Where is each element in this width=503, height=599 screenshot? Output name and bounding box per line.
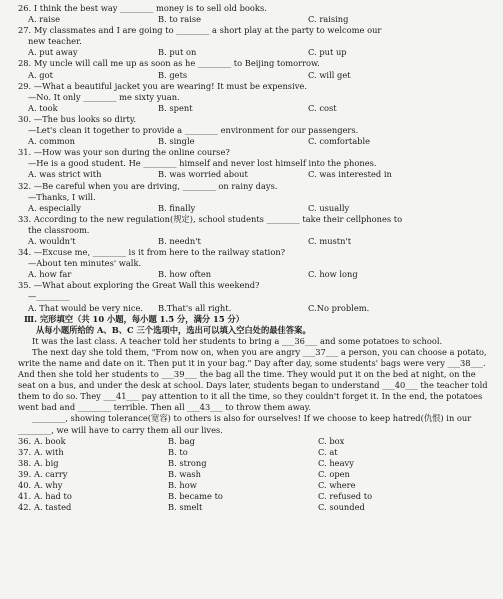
- question-34: [18, 247, 493, 280]
- option-b: B. gets: [158, 69, 188, 80]
- option-c: C. box: [318, 435, 345, 446]
- item-number: 37.: [18, 446, 32, 457]
- cloze-option-row: [18, 480, 493, 491]
- option-c: C.No problem.: [308, 302, 370, 313]
- option-b: B. how often: [158, 269, 212, 280]
- options: [18, 236, 493, 247]
- option-a: A. why: [34, 480, 63, 491]
- option-b: B. single: [158, 136, 195, 147]
- option-a: A. how far: [28, 269, 72, 280]
- cloze-option-row: [18, 458, 493, 469]
- option-b: B. to raise: [158, 14, 202, 25]
- cloze-passage: [18, 336, 493, 436]
- option-b: B. wash: [168, 468, 202, 479]
- question-27: [18, 25, 493, 58]
- option-b: B. was worried about: [158, 169, 248, 180]
- question-continuation: —No. It only ________ me sixty yuan.: [28, 91, 180, 102]
- cloze-option-row: [18, 469, 493, 480]
- option-c: C. refused to: [318, 491, 373, 502]
- passage-paragraph: It was the last class. A teacher told her students to bring a ___36___ and some potatoes to school.: [32, 335, 443, 346]
- option-c: C. usually: [308, 202, 350, 213]
- option-c: C. put up: [308, 47, 347, 58]
- option-a: A. big: [34, 457, 59, 468]
- option-b: B. to: [168, 446, 188, 457]
- option-c: C. how long: [308, 269, 358, 280]
- question-stem: 32. —Be careful when you are driving, ________ on rainy days.: [18, 180, 278, 191]
- question-30: [18, 114, 493, 147]
- cloze-options: [18, 436, 493, 514]
- option-c: C. will get: [308, 69, 351, 80]
- option-a: A. got: [28, 69, 53, 80]
- option-b: B. bag: [168, 435, 195, 446]
- option-b: B. spent: [158, 102, 193, 113]
- option-a: A. took: [28, 102, 58, 113]
- options: [18, 47, 493, 58]
- question-stem: 27. My classmates and I are going to ________ a short play at the party to welcome our: [18, 25, 382, 36]
- options: [18, 269, 493, 280]
- question-continuation: new teacher.: [28, 36, 82, 47]
- question-35: [18, 280, 493, 313]
- item-number: 38.: [18, 457, 32, 468]
- item-number: 36.: [18, 435, 32, 446]
- option-b: B. smelt: [168, 502, 203, 513]
- question-continuation: —________: [28, 291, 70, 302]
- option-b: B. needn't: [158, 235, 201, 246]
- option-b: B. finally: [158, 202, 196, 213]
- option-c: C. was interested in: [308, 169, 392, 180]
- options: [18, 103, 493, 114]
- cloze-option-row: [18, 447, 493, 458]
- option-a: A. had to: [34, 491, 72, 502]
- options: [18, 14, 493, 25]
- item-number: 42.: [18, 502, 32, 513]
- option-a: A. raise: [28, 14, 61, 25]
- option-c: C. heavy: [318, 457, 354, 468]
- question-32: [18, 181, 493, 214]
- options: [18, 203, 493, 214]
- option-b: B.That's all right.: [158, 302, 232, 313]
- option-b: B. became to: [168, 491, 223, 502]
- question-stem: 33. According to the new regulation(规定), school students ________ take their cellphones to: [18, 213, 403, 224]
- option-c: C. at: [318, 446, 338, 457]
- option-b: B. how: [168, 480, 197, 491]
- option-a: A. wouldn't: [28, 235, 76, 246]
- options: [18, 303, 493, 314]
- option-c: C. comfortable: [308, 136, 371, 147]
- option-c: C. where: [318, 480, 356, 491]
- option-a: A. tasted: [34, 502, 72, 513]
- question-stem: 35. —What about exploring the Great Wall this weekend?: [18, 280, 260, 291]
- item-number: 41.: [18, 491, 32, 502]
- question-continuation: —Thanks, I will.: [28, 191, 96, 202]
- options: [18, 136, 493, 147]
- option-b: B. put on: [158, 47, 197, 58]
- question-stem: 30. —The bus looks so dirty.: [18, 113, 137, 124]
- cloze-option-row: [18, 436, 493, 447]
- option-a: A. carry: [34, 468, 68, 479]
- cloze-option-row: [18, 491, 493, 502]
- question-stem: 31. —How was your son during the online course?: [18, 147, 230, 158]
- option-a: A. put away: [28, 47, 78, 58]
- question-stem: 26. I think the best way ________ money is to sell old books.: [18, 3, 267, 13]
- question-continuation: —Let's clean it together to provide a ________ environment for our passengers.: [28, 125, 359, 136]
- option-c: C. sounded: [318, 502, 365, 513]
- question-28: [18, 58, 493, 80]
- question-26: [18, 3, 493, 25]
- question-29: [18, 81, 493, 114]
- option-b: B. strong: [168, 457, 207, 468]
- option-c: C. raising: [308, 14, 349, 25]
- passage-paragraph: ________, showing tolerance(宽容) to others is also for ourselves! If we choose to keep hatred(仇恨) in our ________, we will have to carry them all our lives.: [18, 413, 472, 435]
- question-33: [18, 214, 493, 247]
- option-a: A. was strict with: [28, 169, 102, 180]
- question-stem: 29. —What a beautiful jacket you are wearing! It must be expensive.: [18, 80, 307, 91]
- option-c: C. mustn't: [308, 235, 352, 246]
- question-stem: 28. My uncle will call me up as soon as he ________ to Beijing tomorrow.: [18, 58, 320, 69]
- option-c: C. cost: [308, 102, 337, 113]
- option-a: A. especially: [28, 202, 81, 213]
- option-c: C. open: [318, 468, 350, 479]
- item-number: 40.: [18, 480, 32, 491]
- question-continuation: —About ten minutes' walk.: [28, 258, 142, 269]
- options: [18, 169, 493, 180]
- option-a: A. common: [28, 136, 75, 147]
- option-a: A. That would be very nice.: [28, 302, 144, 313]
- passage-paragraph: The next day she told them, "From now on, when you are angry ___37___ a person, you can choose a potato, write the name and date on it. Then put it in your bag." Day after day, some students' bags were very ___38___. And then she told her students to ___39___ the bag all the time. They would put it on the bed at night, on the seat on a bus, and under the desk at school. Days later, students began to understand ___40___ the teacher told them to do so. They ___41___ pay attention to it all the time, so they couldn't forget it. In the end, the potatoes went bad and ________ terrible. Then all ___43___ to throw them away.: [18, 346, 488, 413]
- question-continuation: —He is a good student. He ________ himself and never lost himself into the phones.: [28, 158, 377, 169]
- item-number: 39.: [18, 468, 32, 479]
- section-instruction: 从每小题所给的 A、B、C 三个选项中，选出可以填入空白处的最佳答案。: [36, 324, 311, 335]
- question-continuation: the classroom.: [28, 224, 90, 235]
- cloze-option-row: [18, 502, 493, 513]
- question-stem: 34. —Excuse me, ________ is it from here to the railway station?: [18, 247, 286, 258]
- section-title: Ⅲ. 完形填空（共 10 小题，每小题 1.5 分，满分 15 分）: [24, 313, 245, 324]
- option-a: A. with: [34, 446, 64, 457]
- option-a: A. book: [34, 435, 66, 446]
- question-31: [18, 147, 493, 180]
- options: [18, 70, 493, 81]
